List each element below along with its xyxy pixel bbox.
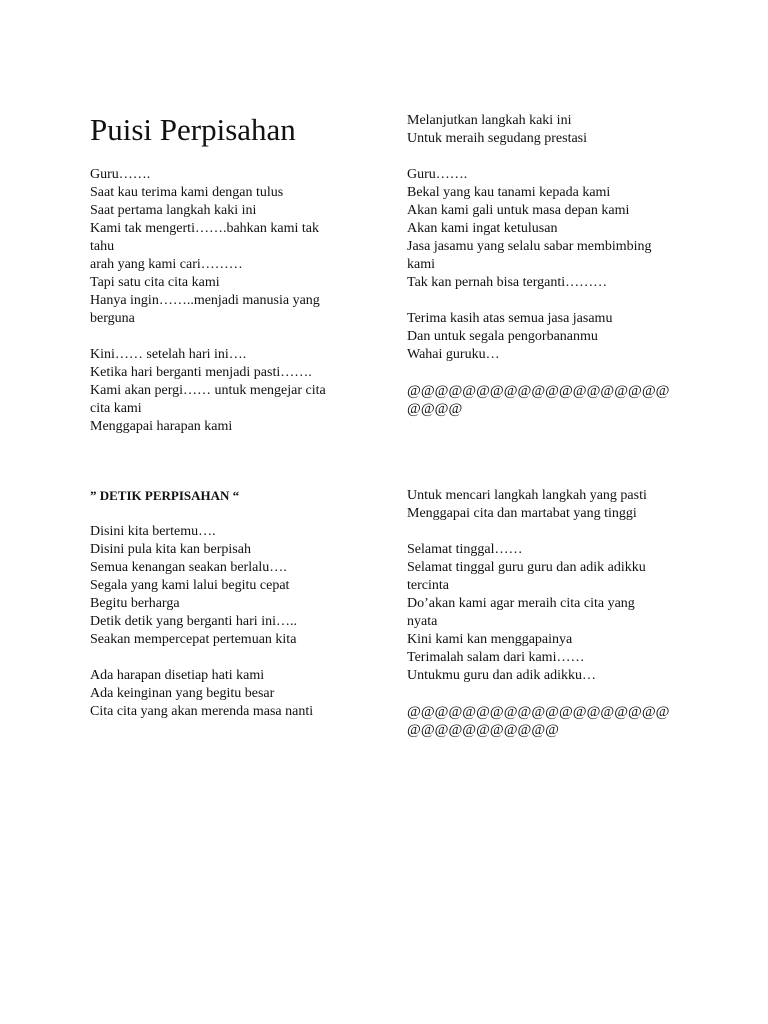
- poem-line: Menggapai harapan kami: [90, 419, 233, 434]
- poem-line: Seakan mempercepat pertemuan kita: [90, 632, 297, 647]
- poem-line: Begitu berharga: [90, 596, 180, 611]
- separator-at-signs: @@@@@@@@@@@@@@@@@@@@@@@: [407, 383, 670, 417]
- poem-line: Dan untuk segala pengorbananmu: [407, 329, 598, 344]
- stanza-break: [90, 328, 360, 346]
- poem-line: Selamat tinggal guru guru dan adik adikku: [407, 560, 646, 575]
- stanza-break: [407, 685, 677, 703]
- separator-at-signs: @@@@@@@@@@@@@@@@@@@@@@@@@@@@@@: [407, 704, 670, 738]
- poem-line: Bekal yang kau tanami kepada kami: [407, 185, 611, 200]
- poem-line: Kami tak mengerti…….bahkan kami tak: [90, 221, 319, 236]
- stanza-break: [407, 364, 677, 382]
- poem-line: Menggapai cita dan martabat yang tinggi: [407, 506, 637, 521]
- stanza-break: [407, 292, 677, 310]
- poem-line: tahu: [90, 239, 115, 254]
- poem-line: Akan kami ingat ketulusan: [407, 221, 558, 236]
- poem-line: cita kami: [90, 401, 142, 416]
- poem-line: Untuk meraih segudang prestasi: [407, 131, 588, 146]
- poem-line: Ada harapan disetiap hati kami: [90, 668, 265, 683]
- poem-line: Semua kenangan seakan berlalu….: [90, 560, 287, 575]
- stanza-break: [407, 523, 677, 541]
- poem-line: Cita cita yang akan merenda masa nanti: [90, 704, 314, 719]
- poem-line: kami: [407, 257, 435, 272]
- poem2-left-column: [90, 487, 360, 721]
- stanza-break: [407, 148, 677, 166]
- poem-line: tercinta: [407, 578, 449, 593]
- poem-line: Tak kan pernah bisa terganti………: [407, 275, 608, 290]
- poem-line: Melanjutkan langkah kaki ini: [407, 113, 572, 128]
- stanza-break: [90, 649, 360, 667]
- poem-line: Disini pula kita kan berpisah: [90, 542, 251, 557]
- poem-line: Hanya ingin……..menjadi manusia yang: [90, 293, 320, 308]
- poem-line: berguna: [90, 311, 135, 326]
- poem-line: Terimalah salam dari kami……: [407, 650, 585, 665]
- poem-line: Guru…….: [407, 167, 468, 182]
- poem-line: Do’akan kami agar meraih cita cita yang: [407, 596, 635, 611]
- poem-line: Untuk mencari langkah langkah yang pasti: [407, 488, 647, 503]
- poem-line: Kini…… setelah hari ini….: [90, 347, 247, 362]
- poem2-title: ” DETIK PERPISAHAN “: [90, 488, 240, 503]
- poem-line: Wahai guruku…: [407, 347, 500, 362]
- poem-line: Untukmu guru dan adik adikku…: [407, 668, 596, 683]
- poem-line: Selamat tinggal……: [407, 542, 523, 557]
- poem-line: Saat kau terima kami dengan tulus: [90, 185, 284, 200]
- poem-line: nyata: [407, 614, 438, 629]
- poem-line: Ada keinginan yang begitu besar: [90, 686, 275, 701]
- poem-line: Disini kita bertemu….: [90, 524, 216, 539]
- poem-line: Jasa jasamu yang selalu sabar membimbing: [407, 239, 652, 254]
- poem-line: Akan kami gali untuk masa depan kami: [407, 203, 630, 218]
- poem-line: Saat pertama langkah kaki ini: [90, 203, 257, 218]
- poem1-right-column: [407, 112, 677, 418]
- poem2-right-column: [407, 487, 677, 739]
- poem-line: arah yang kami cari………: [90, 257, 243, 272]
- poem-line: Detik detik yang berganti hari ini…..: [90, 614, 297, 629]
- poem-line: Kini kami kan menggapainya: [407, 632, 573, 647]
- poem-line: Ketika hari berganti menjadi pasti…….: [90, 365, 312, 380]
- stanza-break: [90, 505, 360, 523]
- poem-line: Kami akan pergi…… untuk mengejar cita: [90, 383, 326, 398]
- poem-line: Terima kasih atas semua jasa jasamu: [407, 311, 613, 326]
- poem1-left-column: [90, 166, 360, 436]
- poem-line: Tapi satu cita cita kami: [90, 275, 220, 290]
- poem-line: Guru…….: [90, 167, 151, 182]
- poem-line: Segala yang kami lalui begitu cepat: [90, 578, 290, 593]
- poem1-title: Puisi Perpisahan: [90, 112, 296, 147]
